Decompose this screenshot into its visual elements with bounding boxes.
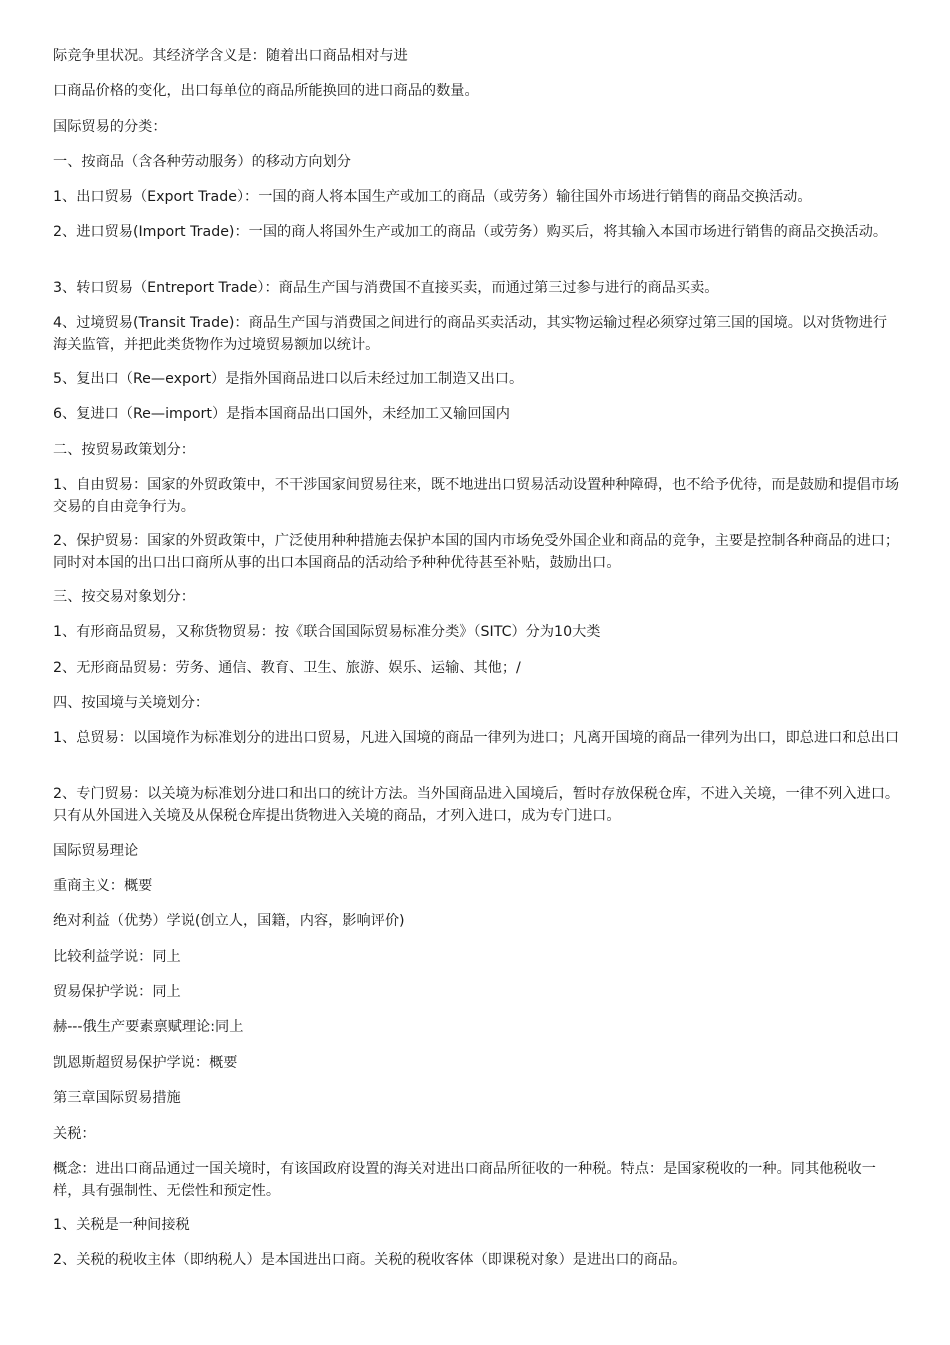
paragraph-23: 比较利益学说：同上 [53, 949, 181, 965]
paragraph-12: 1、自由贸易：国家的外贸政策中，不干涉国家间贸易往来，既不地进出口贸易活动设置种种障碍，也不给予优待，而是鼓励和提倡市场交易的自由竞争行为。 [53, 477, 900, 515]
paragraph-8: 4、过境贸易(Transit Trade)：商品生产国与消费国之间进行的商品买卖活动，其实物运输过程必须穿过第三国的国境。以对货物进行海关监管，并把此类货物作为过境贸易额加以统计。 [53, 315, 888, 353]
paragraph-13: 2、保护贸易：国家的外贸政策中，广泛使用种种措施去保护本国的国内市场免受外国企业和商品的竞争，主要是控制各种商品的进口；同时对本国的出口出口商所从事的出口本国商品的活动给予种种优待甚至补贴，鼓励出口。 [53, 533, 900, 571]
paragraph-5: 1、出口贸易（Export Trade）：一国的商人将本国生产或加工的商品（或劳务）输往国外市场进行销售的商品交换活动。 [53, 189, 812, 205]
paragraph-7: 3、转口贸易（Entreport Trade）：商品生产国与消费国不直接买卖，而通过第三过参与进行的商品买卖。 [53, 280, 719, 296]
paragraph-29: 概念：进出口商品通过一国关境时，有该国政府设置的海关对进出口商品所征收的一种税。特点：是国家税收的一种。同其他税收一样，具有强制性、无偿性和预定性。 [53, 1161, 876, 1199]
paragraph-28: 关税： [53, 1126, 96, 1142]
paragraph-20: 国际贸易理论 [53, 843, 139, 859]
paragraph-24: 贸易保护学说：同上 [53, 984, 181, 1000]
paragraph-26: 凯恩斯超贸易保护学说：概要 [53, 1055, 238, 1071]
paragraph-22: 绝对利益（优势）学说(创立人，国籍，内容，影响评价) [53, 913, 405, 929]
paragraph-14: 三、按交易对象划分： [53, 589, 195, 605]
paragraph-11: 二、按贸易政策划分： [53, 442, 195, 458]
paragraph-21: 重商主义：概要 [53, 878, 153, 894]
paragraph-17: 四、按国境与关境划分： [53, 695, 210, 711]
paragraph-3: 国际贸易的分类： [53, 119, 167, 135]
paragraph-18: 1、总贸易：以国境作为标准划分的进出口贸易，凡进入国境的商品一律列为进口；凡离开国境的商品一律列为出口，即总进口和总出口 [53, 730, 900, 746]
paragraph-2: 口商品价格的变化，出口每单位的商品所能换回的进口商品的数量。 [53, 83, 479, 99]
paragraph-1: 际竞争里状况。其经济学含义是：随着出口商品相对与进 [53, 48, 408, 64]
paragraph-10: 6、复进口（Re—import）是指本国商品出口国外，未经加工又输回国内 [53, 406, 510, 422]
paragraph-30: 1、关税是一种间接税 [53, 1217, 190, 1233]
paragraph-15: 1、有形商品贸易，又称货物贸易：按《联合国国际贸易标准分类》（SITC）分为10大类 [53, 624, 601, 640]
paragraph-31: 2、关税的税收主体（即纳税人）是本国进出口商。关税的税收客体（即课税对象）是进出口的商品。 [53, 1252, 687, 1268]
paragraph-27: 第三章国际贸易措施 [53, 1090, 181, 1106]
paragraph-16: 2、无形商品贸易：劳务、通信、教育、卫生、旅游、娱乐、运输、其他；/ [53, 660, 521, 676]
paragraph-6: 2、进口贸易(Import Trade)：一国的商人将国外生产或加工的商品（或劳务）购买后，将其输入本国市场进行销售的商品交换活动。 [53, 224, 888, 240]
paragraph-25: 赫---俄生产要素禀赋理论:同上 [53, 1019, 244, 1035]
paragraph-9: 5、复出口（Re—export）是指外国商品进口以后未经过加工制造又出口。 [53, 371, 524, 387]
paragraph-4: 一、按商品（含各种劳动服务）的移动方向划分 [53, 154, 351, 170]
paragraph-19: 2、专门贸易：以关境为标准划分进口和出口的统计方法。当外国商品进入国境后，暂时存放保税仓库，不进入关境，一律不列入进口。只有从外国进入关境及从保税仓库提出货物进入关境的商品，才列入进口，成为专门进口。 [53, 786, 900, 824]
